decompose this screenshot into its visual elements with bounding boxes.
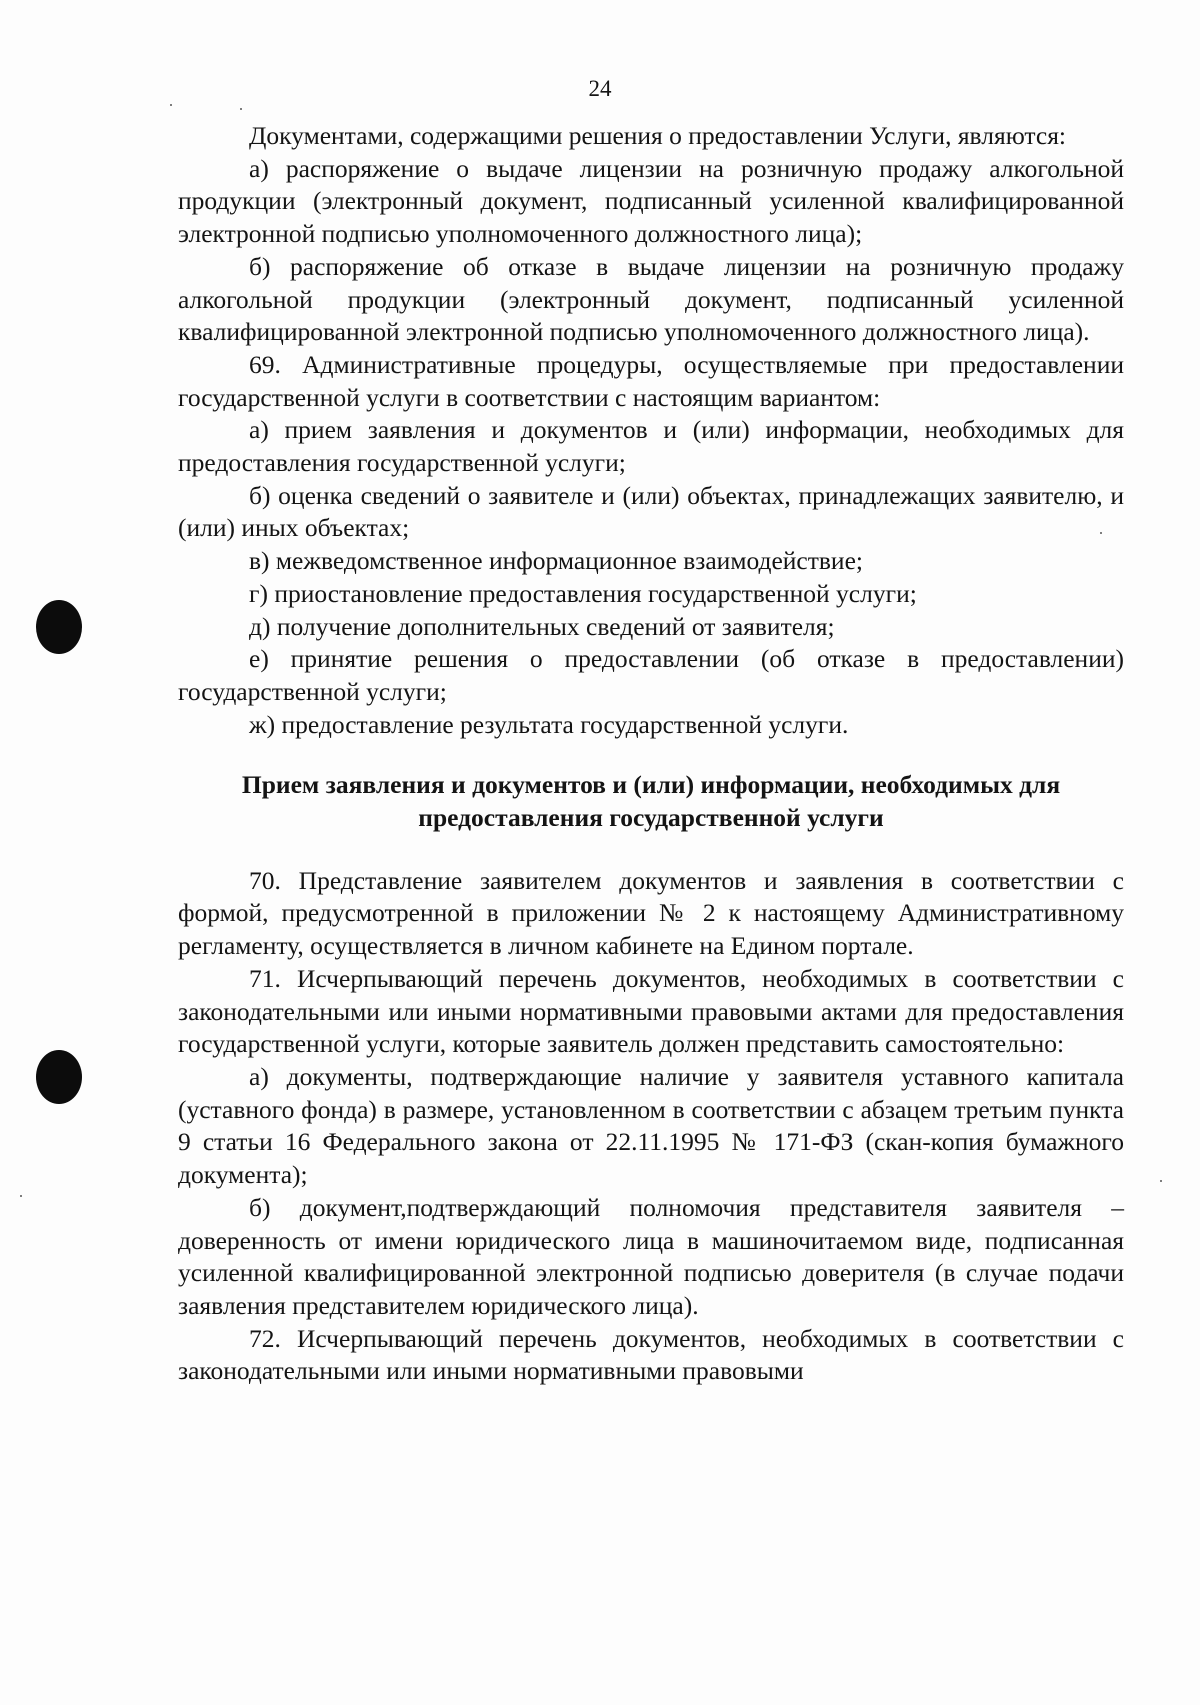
section-heading-line-2: предоставления государственной услуги bbox=[418, 803, 884, 833]
section-heading-line-1: Прием заявления и документов и (или) информации, необходимых для bbox=[241, 770, 1061, 800]
section-heading bbox=[178, 769, 1124, 834]
scan-speck bbox=[240, 108, 242, 110]
list-item-charter-capital: а) документы, подтверждающие наличие у заявителя уставного капитала (уставного фонда) в размере, установленном в соответствии с абзацем третьим пункта 9 статьи 16 Федерального закона от 22.11.1995 № 171-ФЗ (скан-копия бумажного документа); bbox=[178, 1061, 1124, 1190]
punch-hole-bottom bbox=[36, 1050, 82, 1104]
list-item-procedure-g: г) приостановление предоставления государственной услуги; bbox=[249, 578, 917, 608]
list-item-power-of-attorney: б) документ,подтверждающий полномочия представителя заявителя – доверенность от имени юридического лица в машиночитаемом виде, подписанная усиленной квалифицированной электронной подписью доверителя (в случае подачи заявления представителем юридического лица). bbox=[178, 1192, 1124, 1320]
list-item-procedure-d: д) получение дополнительных сведений от заявителя; bbox=[249, 611, 835, 641]
list-item-procedure-e: е) принятие решения о предоставлении (об отказе в предоставлении) государственной услуги; bbox=[178, 644, 1124, 706]
paragraph-70: 70. Представление заявителем документов и заявления в соответствии с формой, предусмотренной в приложении № 2 к настоящему Административному регламенту, осуществляется в личном кабинете на Едином портале. bbox=[178, 865, 1124, 961]
punch-hole-top bbox=[36, 600, 82, 654]
scan-speck bbox=[20, 1195, 22, 1197]
paragraph-71: 71. Исчерпывающий перечень документов, необходимых в соответствии с законодательными или иными нормативными правовыми актами для предоставления государственной услуги, которые заявитель должен представить самостоятельно: bbox=[178, 963, 1124, 1059]
paragraph-69-procedures: 69. Административные процедуры, осуществляемые при предоставлении государственной услуги в соответствии с настоящим вариантом: bbox=[178, 349, 1124, 412]
page-number: 24 bbox=[588, 76, 612, 101]
paragraph-decision-documents: Документами, содержащими решения о предоставлении Услуги, являются: bbox=[249, 121, 1067, 150]
list-item-procedure-zh: ж) предоставление результата государственной услуги. bbox=[249, 709, 849, 739]
list-item-procedure-v: в) межведомственное информационное взаимодействие; bbox=[249, 546, 863, 576]
document-body bbox=[178, 120, 1124, 1388]
list-item-procedure-a: а) прием заявления и документов и (или) информации, необходимых для предоставления государственной услуги; bbox=[178, 415, 1124, 478]
list-item-license-issue: а) распоряжение о выдаче лицензии на розничную продажу алкогольной продукции (электронный документ, подписанный усиленной квалифицированной электронной подписью уполномоченного должностного лица); bbox=[178, 153, 1124, 249]
list-item-license-refusal: б) распоряжение об отказе в выдаче лицензии на розничную продажу алкогольной продукции (электронный документ, подписанный усиленной квалифицированной электронной подписью уполномоченного должностного лица). bbox=[178, 251, 1124, 347]
scan-speck bbox=[170, 104, 172, 106]
list-item-procedure-b: б) оценка сведений о заявителе и (или) объектах, принадлежащих заявителю, и (или) иных объектах; bbox=[178, 480, 1124, 543]
paragraph-72: 72. Исчерпывающий перечень документов, необходимых в соответствии с законодательными или иными нормативными правовыми bbox=[178, 1323, 1124, 1386]
scan-speck bbox=[1160, 1180, 1162, 1182]
